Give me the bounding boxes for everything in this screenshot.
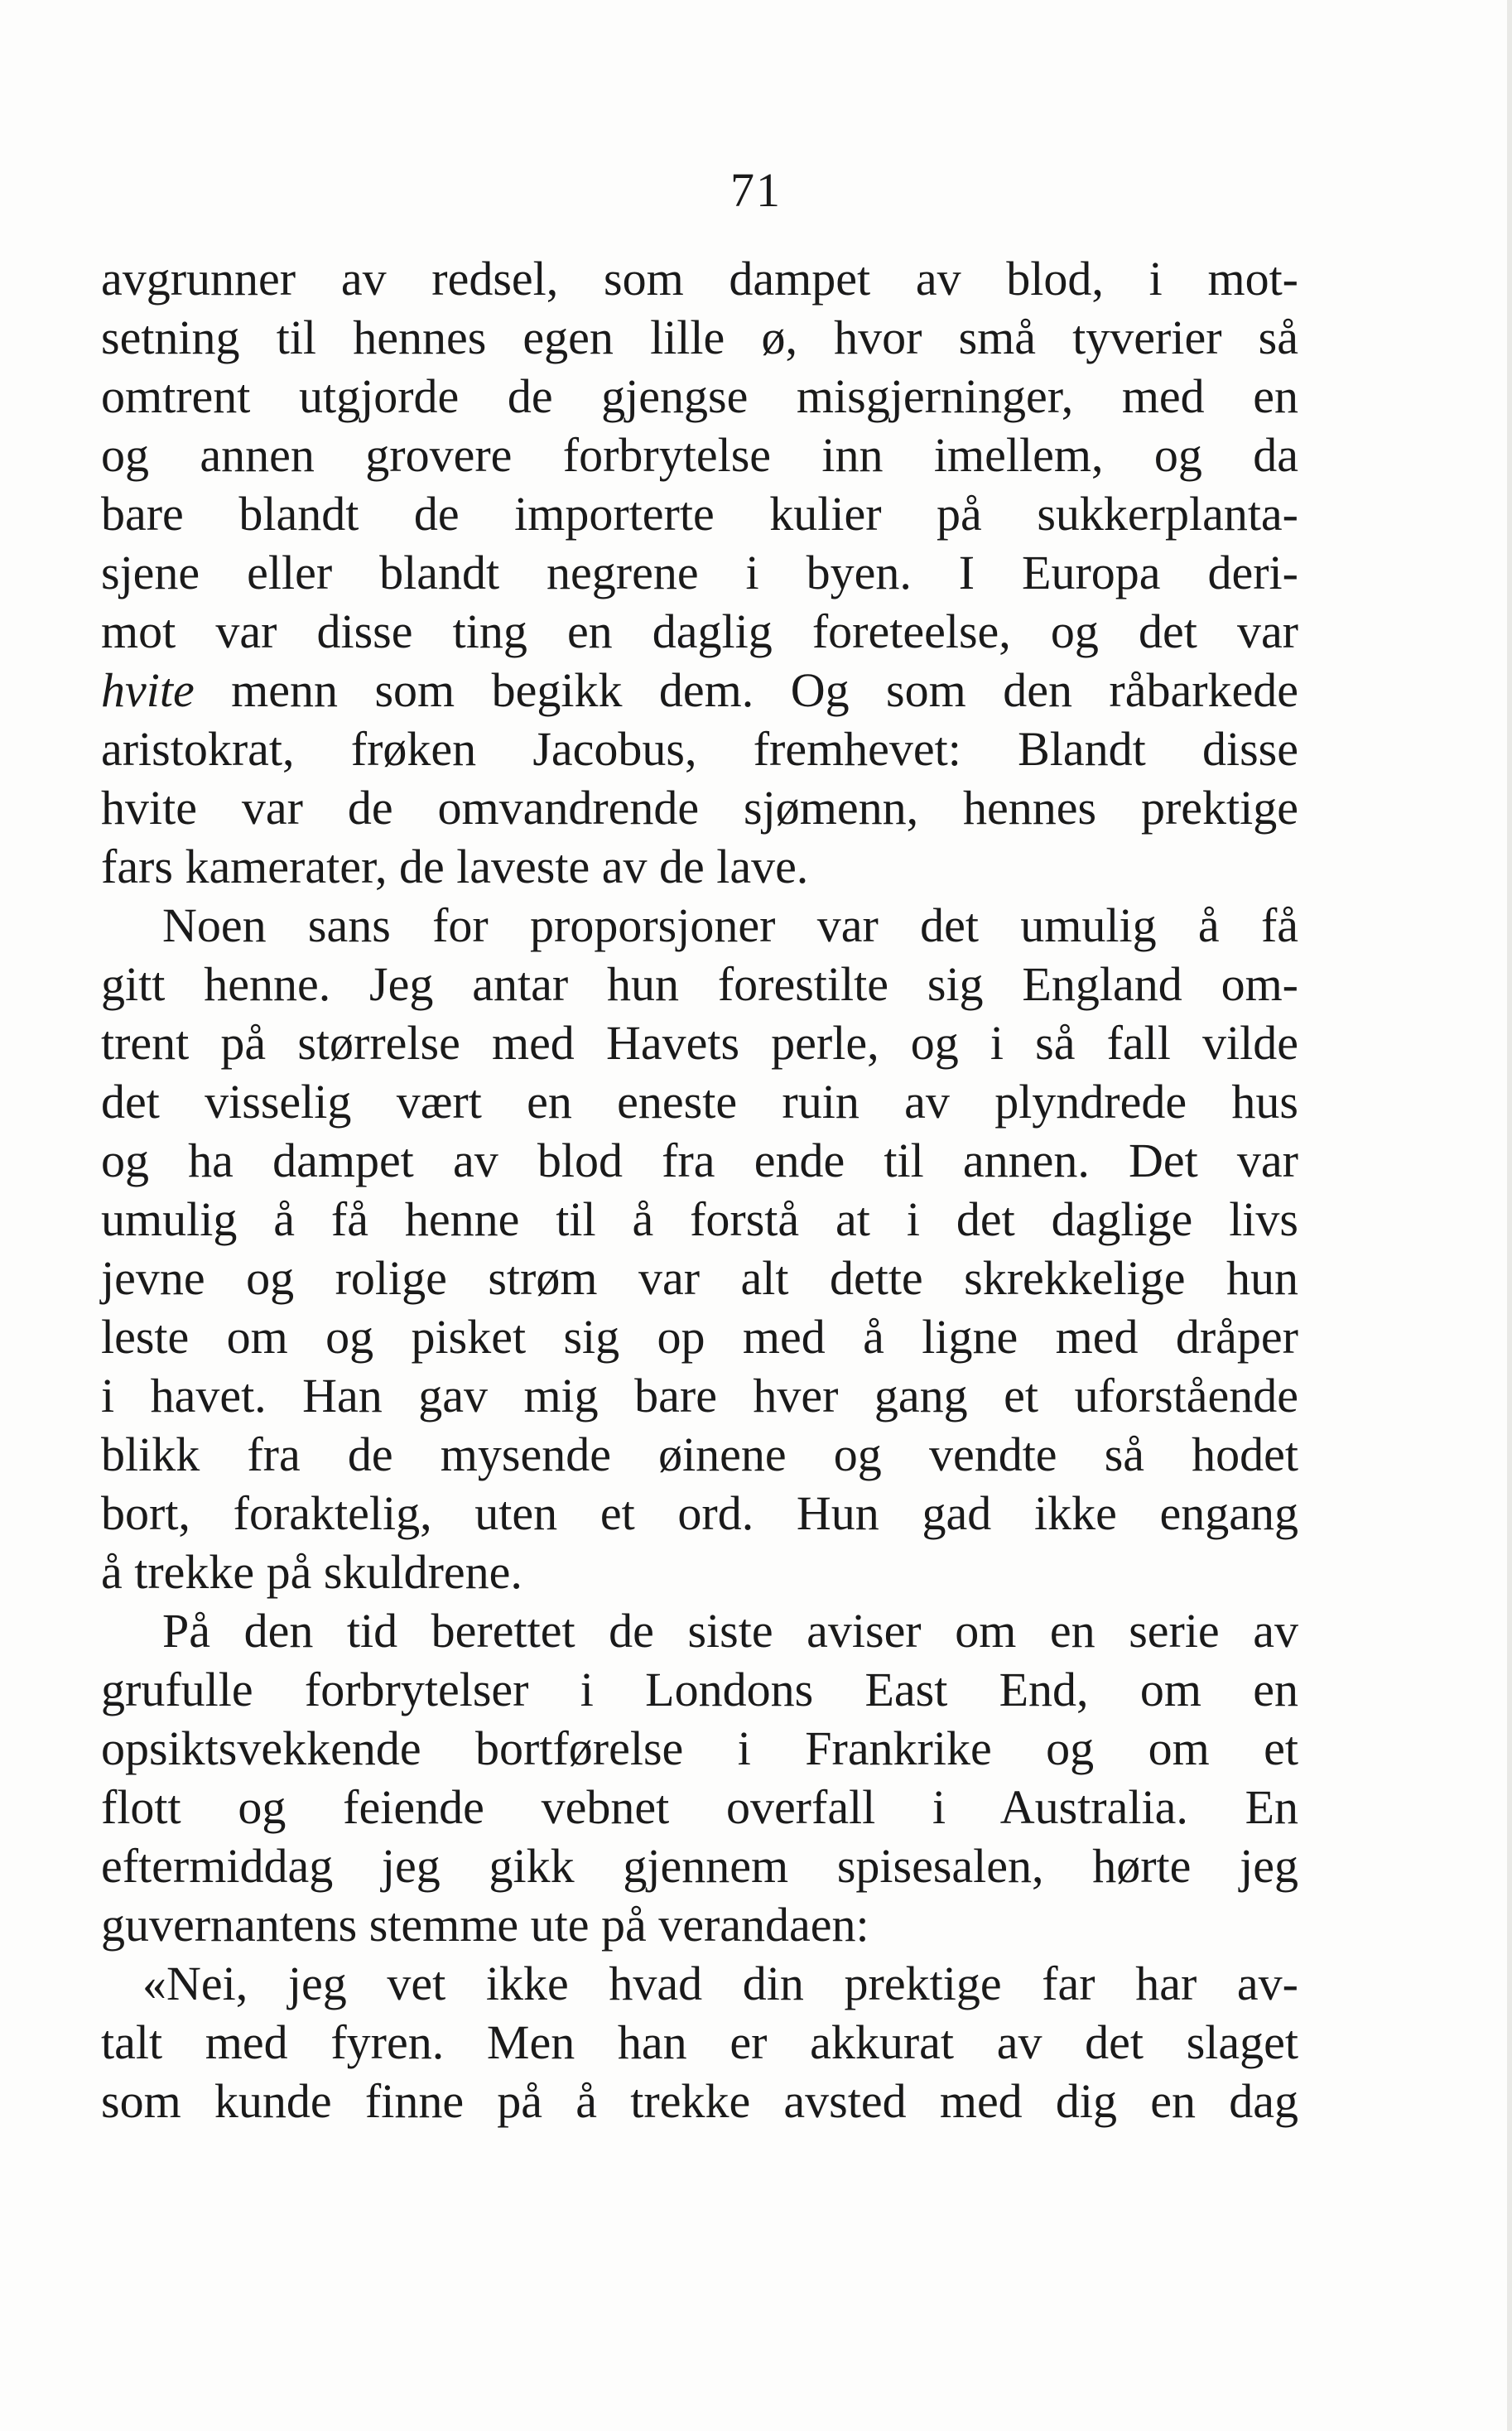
page-edge — [1507, 0, 1512, 2431]
text-line: gitt henne. Jeg antar hun forestilte sig England om- — [101, 957, 1298, 1011]
text-line: grufulle forbrytelser i Londons East End, om en — [101, 1663, 1298, 1716]
text-line: sjene eller blandt negrene i byen. I Europa deri- — [101, 546, 1298, 599]
text-line-with-italic — [101, 661, 1298, 720]
text-line: omtrent utgjorde de gjengse misgjerninger, med en — [101, 369, 1298, 423]
quote-start-line: «Nei, jeg vet ikke hvad din prektige far har av- — [142, 1957, 1298, 2010]
italic-word: hvite — [101, 663, 195, 717]
text-line: bare blandt de importerte kulier på sukkerplanta- — [101, 487, 1298, 541]
text-line: i havet. Han gav mig bare hver gang et uforstående — [101, 1369, 1298, 1422]
text-line-rest: menn som begikk dem. Og som den råbarkede — [231, 663, 1298, 717]
text-line: opsiktsvekkende bortførelse i Frankrike og om et — [101, 1721, 1298, 1775]
text-line: som kunde finne på å trekke avsted med dig en dag — [101, 2074, 1298, 2128]
text-line: talt med fyren. Men han er akkurat av det slaget — [101, 2015, 1298, 2069]
text-line: det visselig vært en eneste ruin av plyndrede hus — [101, 1075, 1298, 1129]
text-line: umulig å få henne til å forstå at i det daglige livs — [101, 1192, 1298, 1246]
text-line: setning til hennes egen lille ø, hvor små tyverier så — [101, 310, 1298, 364]
text-line: aristokrat, frøken Jacobus, fremhevet: Blandt disse — [101, 722, 1298, 776]
text-line: hvite var de omvandrende sjømenn, hennes prektige — [101, 781, 1298, 835]
text-line: og annen grovere forbrytelse inn imellem, og da — [101, 428, 1298, 482]
paragraph-end-line: fars kamerater, de laveste av de lave. — [101, 840, 809, 893]
text-line: blikk fra de mysende øinene og vendte så hodet — [101, 1427, 1298, 1481]
paragraph-end-line: å trekke på skuldrene. — [101, 1545, 522, 1599]
body-text — [101, 249, 1298, 2130]
text-line: leste om og pisket sig op med å ligne med dråper — [101, 1310, 1298, 1364]
page-number: 71 — [730, 163, 782, 217]
text-line: mot var disse ting en daglig foreteelse, og det var — [101, 604, 1298, 658]
text-line: avgrunner av redsel, som dampet av blod, i mot- — [101, 252, 1298, 306]
paragraph-end-line: guvernantens stemme ute på verandaen: — [101, 1898, 869, 1952]
paragraph-start-line: På den tid berettet de siste aviser om en serie av — [162, 1604, 1298, 1658]
text-line: bort, foraktelig, uten et ord. Hun gad ikke engang — [101, 1486, 1298, 1540]
text-line: flott og feiende vebnet overfall i Australia. En — [101, 1780, 1298, 1834]
text-line: jevne og rolige strøm var alt dette skrekkelige hun — [101, 1251, 1298, 1305]
text-line: og ha dampet av blod fra ende til annen. Det var — [101, 1134, 1298, 1187]
text-line: trent på størrelse med Havets perle, og i så fall vilde — [101, 1016, 1298, 1070]
paragraph-start-line: Noen sans for proporsjoner var det umulig å få — [162, 898, 1298, 952]
text-line: eftermiddag jeg gikk gjennem spisesalen, hørte jeg — [101, 1839, 1298, 1893]
